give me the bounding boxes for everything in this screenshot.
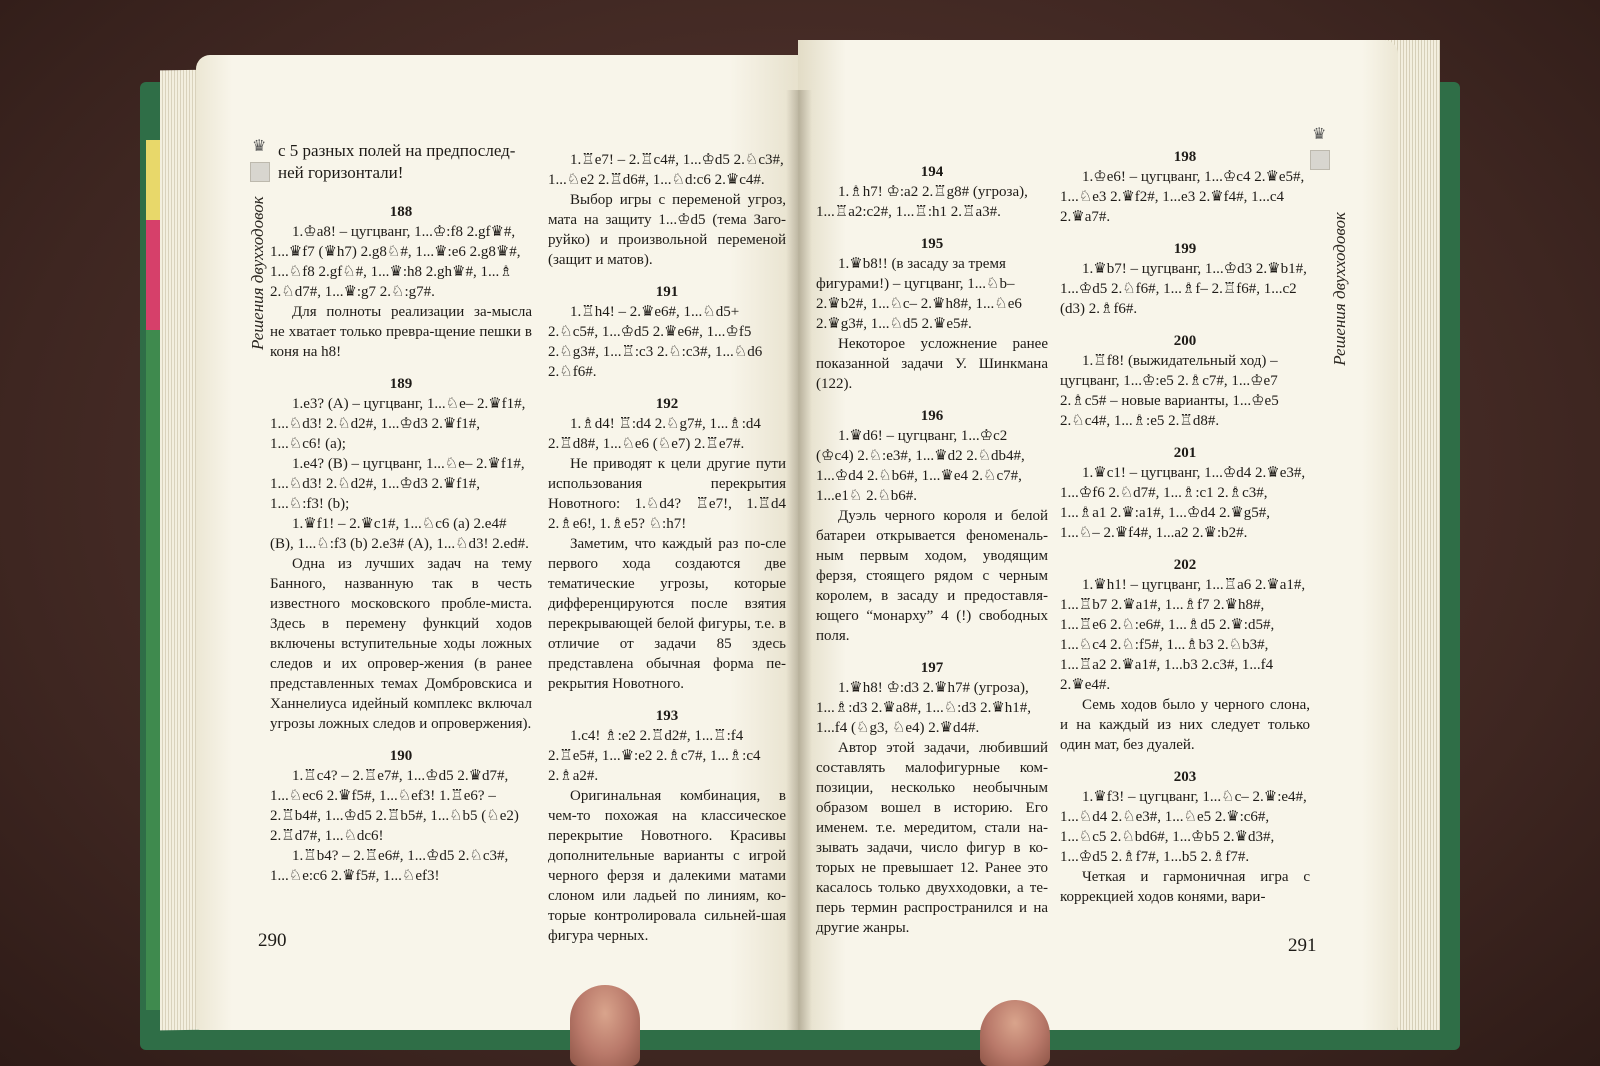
page-number-right: 291 xyxy=(1288,935,1317,956)
left-thumb xyxy=(570,985,640,1066)
solution-text: 1.♖e7! – 2.♖c4#, 1...♔d5 2.♘c3#, 1...♘e2 2.♖d6#, 1...♘d:c6 2.♛c4#. xyxy=(548,152,784,188)
commentary-text: Семь ходов было у черного слона, и на каждый из них следует только один мат, без дуалей. xyxy=(1060,697,1310,753)
solution-text: 1.♛f1! – 2.♛c1#, 1...♘c6 (а) 2.e4# (В), 1...♘:f3 (b) 2.e3# (А), 1...♘d3! 2.ed#. xyxy=(270,516,529,552)
left-intro xyxy=(278,140,540,184)
solution-text: 1.♛f3! – цугцванг, 1...♘c– 2.♛:e4#, 1...♘d4 2.♘e3#, 1...♘e5 2.♛:c6#, 1...♘c5 2.♘bd6#, 1...♔b5 2.♛d3#, 1...♔d5 2.♗f7#, 1...b5 2.♗f7#. xyxy=(1060,789,1307,865)
commentary-text: Автор этой задачи, любивший составлять малофигурные ком-позиции, несколько необычным образом вошел в историю. Его именем. т.е. мередитом, стали на-зывать задачи, число фигур в ко-торых не превышает 12. Ранее это касалось только двухходовки, а те-перь термин распространился и на другие жанры. xyxy=(816,740,1048,936)
commentary-text: Для полноты реализации за-мысла не хватает только превра-щение пешки в коня на h8! xyxy=(270,304,532,360)
problem-number: 196 xyxy=(920,408,944,424)
running-head-right: Решения двухходовок xyxy=(1330,212,1349,366)
solution-text: 1.e4? (В) – цугцванг, 1...♘e– 2.♛f1#, 1...♘d3! 2.♘d2#, 1...♔d3 2.♛f1#, 1...♘:f3! (b); xyxy=(270,456,525,512)
solution-text: 1.♛d6! – цугцванг, 1...♔c2 (♔c4) 2.♘:e3#, 1...♛d2 2.♘db4#, 1...♔d4 2.♘b6#, 1...♛e4 2.♘c7#, 1...e1♘ 2.♘b6#. xyxy=(816,428,1025,504)
solution-text: 1.♛h1! – цугцванг, 1...♖a6 2.♛a1#, 1...♖b7 2.♛a1#, 1...♗f7 2.♛h8#, 1...♖e6 2.♘:e6#, 1...♗d5 2.♛:d5#, 1...♘c4 2.♘:f5#, 1...♗b3 2.♘b3#, 1...♖a2 2.♛a1#, 1...b3 2.c3#, 1...f4 2.♛e4#. xyxy=(1060,577,1306,693)
problem-number: 194 xyxy=(920,164,944,180)
commentary-text: Четкая и гармоничная игра с коррекцией ходов конями, вари- xyxy=(1060,869,1310,905)
solution-text: 1.♛b8!! (в засаду за тремя фигурами!) – цугцванг, 1...♘b– 2.♛b2#, 1...♘c– 2.♛h8#, 1...♘e6 2.♛g3#, 1...♘d5 2.♛e5#. xyxy=(816,256,1022,332)
problem-number: 198 xyxy=(1173,149,1197,165)
problem-number: 191 xyxy=(655,284,679,300)
solution-text: 1.♛b7! – цугцванг, 1...♔d3 2.♛b1#, 1...♔d5 2.♘f6#, 1...♗f– 2.♖f6#, 1...c2 (d3) 2.♗f6#. xyxy=(1060,261,1307,317)
problem-number: 200 xyxy=(1173,333,1197,349)
problem-number: 193 xyxy=(655,708,679,724)
problem-number: 189 xyxy=(389,376,413,392)
crown-icon: ♛ xyxy=(1312,126,1327,143)
commentary-text: Оригинальная комбинация, в чем-то похожая на классическое перекрытие Новотного. Красивы дополнительные варианты с игрой черного ферзя и далекими матами слоном или ладьей по линиям, ко-торые контролировала сильней-шая фигура черных. xyxy=(548,788,786,944)
cover-stripe-pink xyxy=(146,220,160,330)
problem-number: 202 xyxy=(1173,557,1197,573)
page-number-left: 290 xyxy=(258,930,287,951)
problem-number: 188 xyxy=(389,204,413,220)
crown-icon: ♛ xyxy=(252,138,267,155)
problem-number: 192 xyxy=(655,396,679,412)
commentary-text: Заметим, что каждый раз по-сле первого хода создаются две тематические угрозы, которые дифференцируются после взятия перекрывающей белой фигуры, т.е. в отличие от задачи 85 здесь представлена обычная форма пе-рекрытия Новотного. xyxy=(548,536,786,692)
solution-text: 1.c4! ♗:e2 2.♖d2#, 1...♖:f4 2.♖e5#, 1...♛:e2 2.♗c7#, 1...♗:c4 2.♗a2#. xyxy=(548,728,761,784)
book-gutter xyxy=(786,90,812,1030)
left-column-1 xyxy=(270,190,532,886)
problem-number: 203 xyxy=(1173,769,1197,785)
solution-text: 1.♖c4? – 2.♖e7#, 1...♔d5 2.♛d7#, 1...♘ec6 2.♛f5#, 1...♘ef3! 1.♖e6? – 2.♖b4#, 1...♔d5 2.♖b5#, 1...♘b5 (♘e2) 2.♖d7#, 1...♘dc6! xyxy=(270,768,519,844)
cover-stripe-green xyxy=(146,330,160,1010)
solution-text: 1.♖f8! (выжидательный ход) – цугцванг, 1...♔:e5 2.♗c7#, 1...♔e7 2.♗c5# – новые варианты, 1...♔e5 2.♘c4#, 1...♗:e5 2.♖d8#. xyxy=(1060,353,1279,429)
problem-number: 199 xyxy=(1173,241,1197,257)
solution-text: 1.♛c1! – цугцванг, 1...♔d4 2.♛e3#, 1...♔f6 2.♘d7#, 1...♗:c1 2.♗c3#, 1...♗a1 2.♛:a1#, 1...♔d4 2.♛g5#, 1...♘– 2.♛f4#, 1...a2 2.♛:b2#. xyxy=(1060,465,1306,541)
solution-text: 1.♔a8! – цугцванг, 1...♔:f8 2.gf♛#, 1...♛f7 (♛h7) 2.g8♘#, 1...♛:e6 2.g8♛#, 1...♘f8 2.gf♘#, 1...♛:h8 2.gh♛#, 1...♗ 2.♘d7#, 1...♛:g7 2.♘:g7#. xyxy=(270,224,521,300)
cover-stripe-yellow xyxy=(146,140,160,220)
commentary-text: Дуэль черного короля и белой батареи открывается феноменаль-ным первым ходом, уводящим ферзя, стоящего рядом с черным королем, в засаду и предоставля-ющего “монарху” 4 (!) свободных поля. xyxy=(816,508,1048,644)
solution-text: 1.♔e6! – цугцванг, 1...♔c4 2.♛e5#, 1...♘e3 2.♛f2#, 1...e3 2.♛f4#, 1...c4 2.♛a7#. xyxy=(1060,169,1305,225)
left-column-2 xyxy=(548,150,786,946)
running-head-left: Решения двухходовок xyxy=(248,196,267,350)
right-thumb xyxy=(980,1000,1050,1066)
solution-text: 1.♖b4? – 2.♖e6#, 1...♔d5 2.♘c3#, 1...♘e:c6 2.♛f5#, 1...♘ef3! xyxy=(270,848,509,884)
right-column-2 xyxy=(1060,135,1310,907)
commentary-text: Одна из лучших задач на тему Банного, названную так в честь известного московского пробле-миста. Здесь в перемену функций ходов включены вступительные ходы ложных следов и их опровер-жения (в ранее представленных темах Домбровскиса и Ханнелиуса идейный комплекс включал угрозы ложных следов и опровержения). xyxy=(270,556,532,732)
commentary-text: Выбор игры с переменой угроз, мата на защиту 1...♔d5 (тема Заго-руйко) и произвольной переменой (защит и матов). xyxy=(548,192,786,268)
problem-number: 201 xyxy=(1173,445,1197,461)
solution-text: 1.♗h7! ♔:a2 2.♖g8# (угроза), 1...♖a2:c2#, 1...♖:h1 2.♖a3#. xyxy=(816,184,1028,220)
commentary-text: Некоторое усложнение ранее показанной задачи У. Шинкмана (122). xyxy=(816,336,1048,392)
right-column-1 xyxy=(816,150,1048,938)
solution-text: 1.♖h4! – 2.♛e6#, 1...♘d5+ 2.♘c5#, 1...♔d5 2.♛e6#, 1...♔f5 2.♘g3#, 1...♖:c3 2.♘:c3#, 1...♘d6 2.♘f6#. xyxy=(548,304,763,380)
solution-text: 1.e3? (А) – цугцванг, 1...♘e– 2.♛f1#, 1...♘d3! 2.♘d2#, 1...♔d3 2.♛f1#, 1...♘c6! (а); xyxy=(270,396,526,452)
gray-square-icon xyxy=(1310,150,1330,170)
problem-number: 190 xyxy=(389,748,413,764)
commentary-text: Не приводят к цели другие пути использования перекрытия Новотного: 1.♘d4? ♖e7!, 1.♖d4 2.♗e6!, 1.♗e5? ♘:h7! xyxy=(548,456,786,532)
solution-text: 1.♗d4! ♖:d4 2.♘g7#, 1...♗:d4 2.♖d8#, 1...♘e6 (♘e7) 2.♖e7#. xyxy=(548,416,761,452)
problem-number: 197 xyxy=(920,660,944,676)
solution-text: 1.♛h8! ♔:d3 2.♛h7# (угроза), 1...♗:d3 2.♛a8#, 1...♘:d3 2.♛h1#, 1...f4 (♘g3, ♘e4) 2.♛d4#. xyxy=(816,680,1032,736)
gray-square-icon xyxy=(250,162,270,182)
problem-number: 195 xyxy=(920,236,944,252)
intro-text: с 5 разных полей на предпослед-ней горизонтали! xyxy=(278,141,516,182)
